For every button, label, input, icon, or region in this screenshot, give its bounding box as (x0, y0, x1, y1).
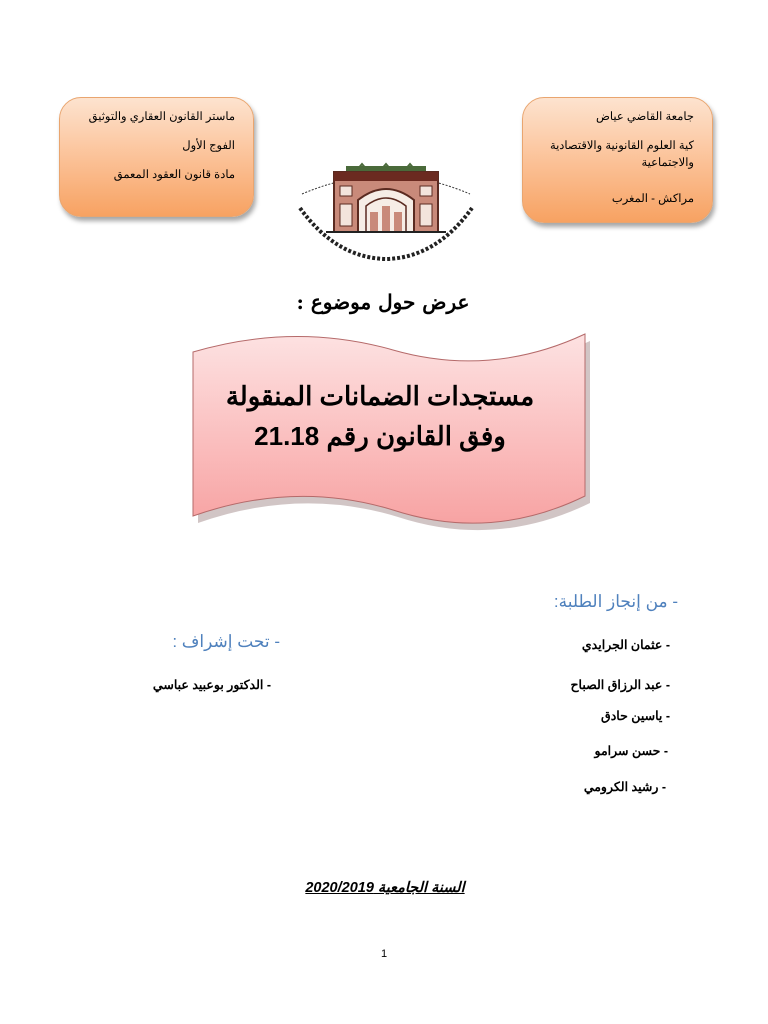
cohort-label: الفوج الأول (182, 140, 235, 152)
faculty-logo (296, 142, 476, 264)
university-name: جامعة القاضي عياض (596, 111, 694, 123)
supervisor-name: - الدكتور بوعبيد عباسي (152, 678, 271, 692)
main-title-line2: وفق القانون رقم 21.18 (254, 421, 506, 451)
program-name: ماستر القانون العقاري والتوثيق (88, 111, 235, 123)
faculty-name: كية العلوم القانونية والاقتصادية (549, 140, 694, 152)
student-name: - رشيد الكرومي (583, 780, 666, 794)
students-heading: - من إنجاز الطلبة: (553, 592, 678, 611)
page-number: 1 (380, 948, 388, 960)
city-country: مراكش - المغرب (611, 193, 694, 205)
supervision-heading: - تحت إشراف : (172, 632, 280, 651)
faculty-name-continued: والاجتماعية (641, 157, 694, 169)
main-title (200, 376, 560, 456)
course-name: مادة قانون العقود المعمق (113, 169, 235, 181)
subject-label: عرض حول موضوع : (296, 290, 470, 314)
program-info-box (59, 97, 254, 217)
student-name: - حسن سرامو (594, 744, 668, 758)
student-name: - عثمان الجرايدي (581, 638, 670, 652)
university-info-box (522, 97, 713, 223)
academic-year: السنة الجامعية 2020/2019 (305, 880, 465, 896)
main-title-line1: مستجدات الضمانات المنقولة (225, 381, 535, 411)
student-name: - ياسين حادق (601, 709, 670, 723)
student-name: - عبد الرزاق الصباح (570, 678, 670, 692)
